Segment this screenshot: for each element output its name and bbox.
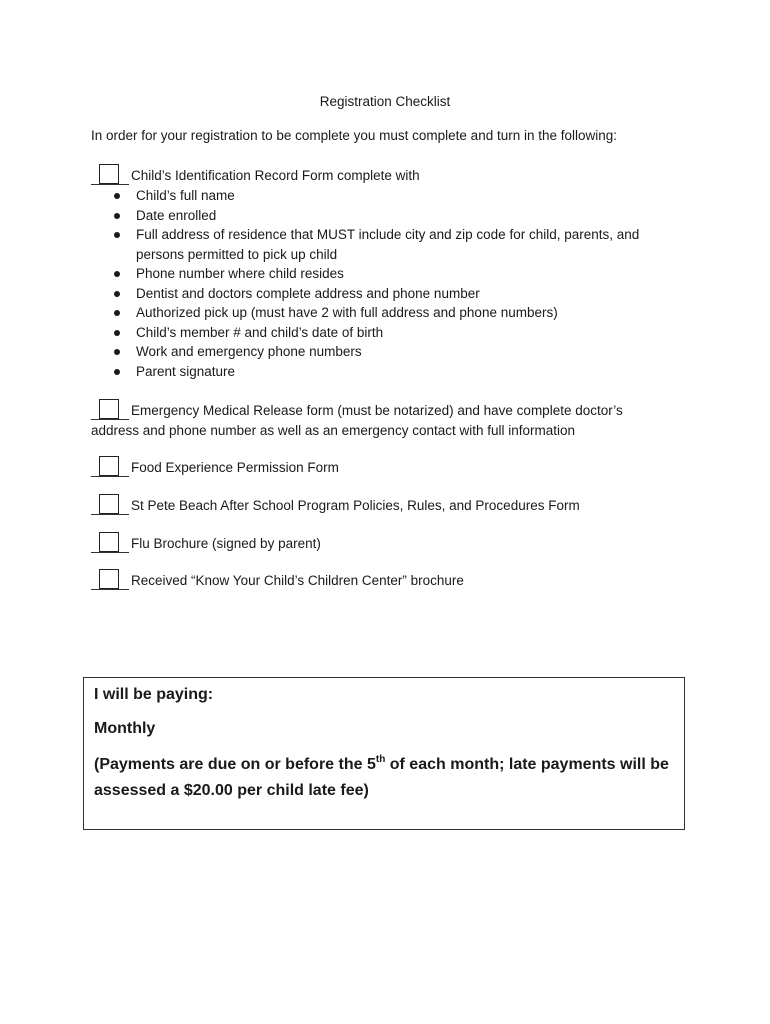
checklist-item-label-continued: address and phone number as well as an emergency contact with full information xyxy=(91,423,576,438)
list-item: Dentist and doctors complete address and phone number xyxy=(110,284,670,304)
checklist-item-flu-brochure xyxy=(91,534,321,554)
payment-note: (Payments are due on or before the 5th of each month; late payments will be assessed a $20.00 per child late fee) xyxy=(94,754,669,799)
checklist-item-label: St Pete Beach After School Program Policies, Rules, and Procedures Form xyxy=(131,498,580,513)
checkbox[interactable] xyxy=(91,458,131,478)
id-record-requirements-list xyxy=(110,186,670,381)
payment-heading: I will be paying: xyxy=(94,686,214,703)
checklist-item-children-center-brochure xyxy=(91,571,464,591)
list-item: Parent signature xyxy=(110,362,670,382)
list-item: Full address of residence that MUST include city and zip code for child, parents, and persons permitted to pick up child xyxy=(110,225,670,264)
bullet-icon xyxy=(114,193,120,199)
list-item: Date enrolled xyxy=(110,206,670,226)
list-item: Phone number where child resides xyxy=(110,264,670,284)
checklist-item-medical-release xyxy=(91,401,671,441)
list-item: Authorized pick up (must have 2 with full address and phone numbers) xyxy=(110,303,670,323)
bullet-icon xyxy=(114,271,120,277)
page-title: Registration Checklist xyxy=(319,94,451,109)
bullet-icon xyxy=(114,232,120,238)
list-item: Child’s full name xyxy=(110,186,670,206)
bullet-icon xyxy=(114,291,120,297)
checklist-item-id-record xyxy=(91,166,420,186)
list-item: Child’s member # and child’s date of birth xyxy=(110,323,670,343)
checkbox[interactable] xyxy=(91,571,131,591)
checklist-item-label: Flu Brochure (signed by parent) xyxy=(131,536,321,551)
checkbox[interactable] xyxy=(91,401,131,421)
list-item: Work and emergency phone numbers xyxy=(110,342,670,362)
checklist-item-label: Received “Know Your Child’s Children Center” brochure xyxy=(131,573,464,588)
bullet-icon xyxy=(114,213,120,219)
checkbox[interactable] xyxy=(91,496,131,516)
bullet-icon xyxy=(114,330,120,336)
bullet-icon xyxy=(114,310,120,316)
bullet-icon xyxy=(114,369,120,375)
checklist-item-label: Food Experience Permission Form xyxy=(131,460,339,475)
checkbox[interactable] xyxy=(91,534,131,554)
bullet-icon xyxy=(114,349,120,355)
checklist-item-program-policies xyxy=(91,496,580,516)
checklist-item-label: Emergency Medical Release form (must be notarized) and have complete doctor’s xyxy=(131,403,623,418)
checklist-item-food-experience xyxy=(91,458,339,478)
checklist-item-label: Child’s Identification Record Form complete with xyxy=(131,168,420,183)
payment-box xyxy=(83,677,685,830)
checkbox[interactable] xyxy=(91,166,131,186)
payment-plan: Monthly xyxy=(94,720,156,737)
intro-text: In order for your registration to be complete you must complete and turn in the following: xyxy=(91,128,618,143)
